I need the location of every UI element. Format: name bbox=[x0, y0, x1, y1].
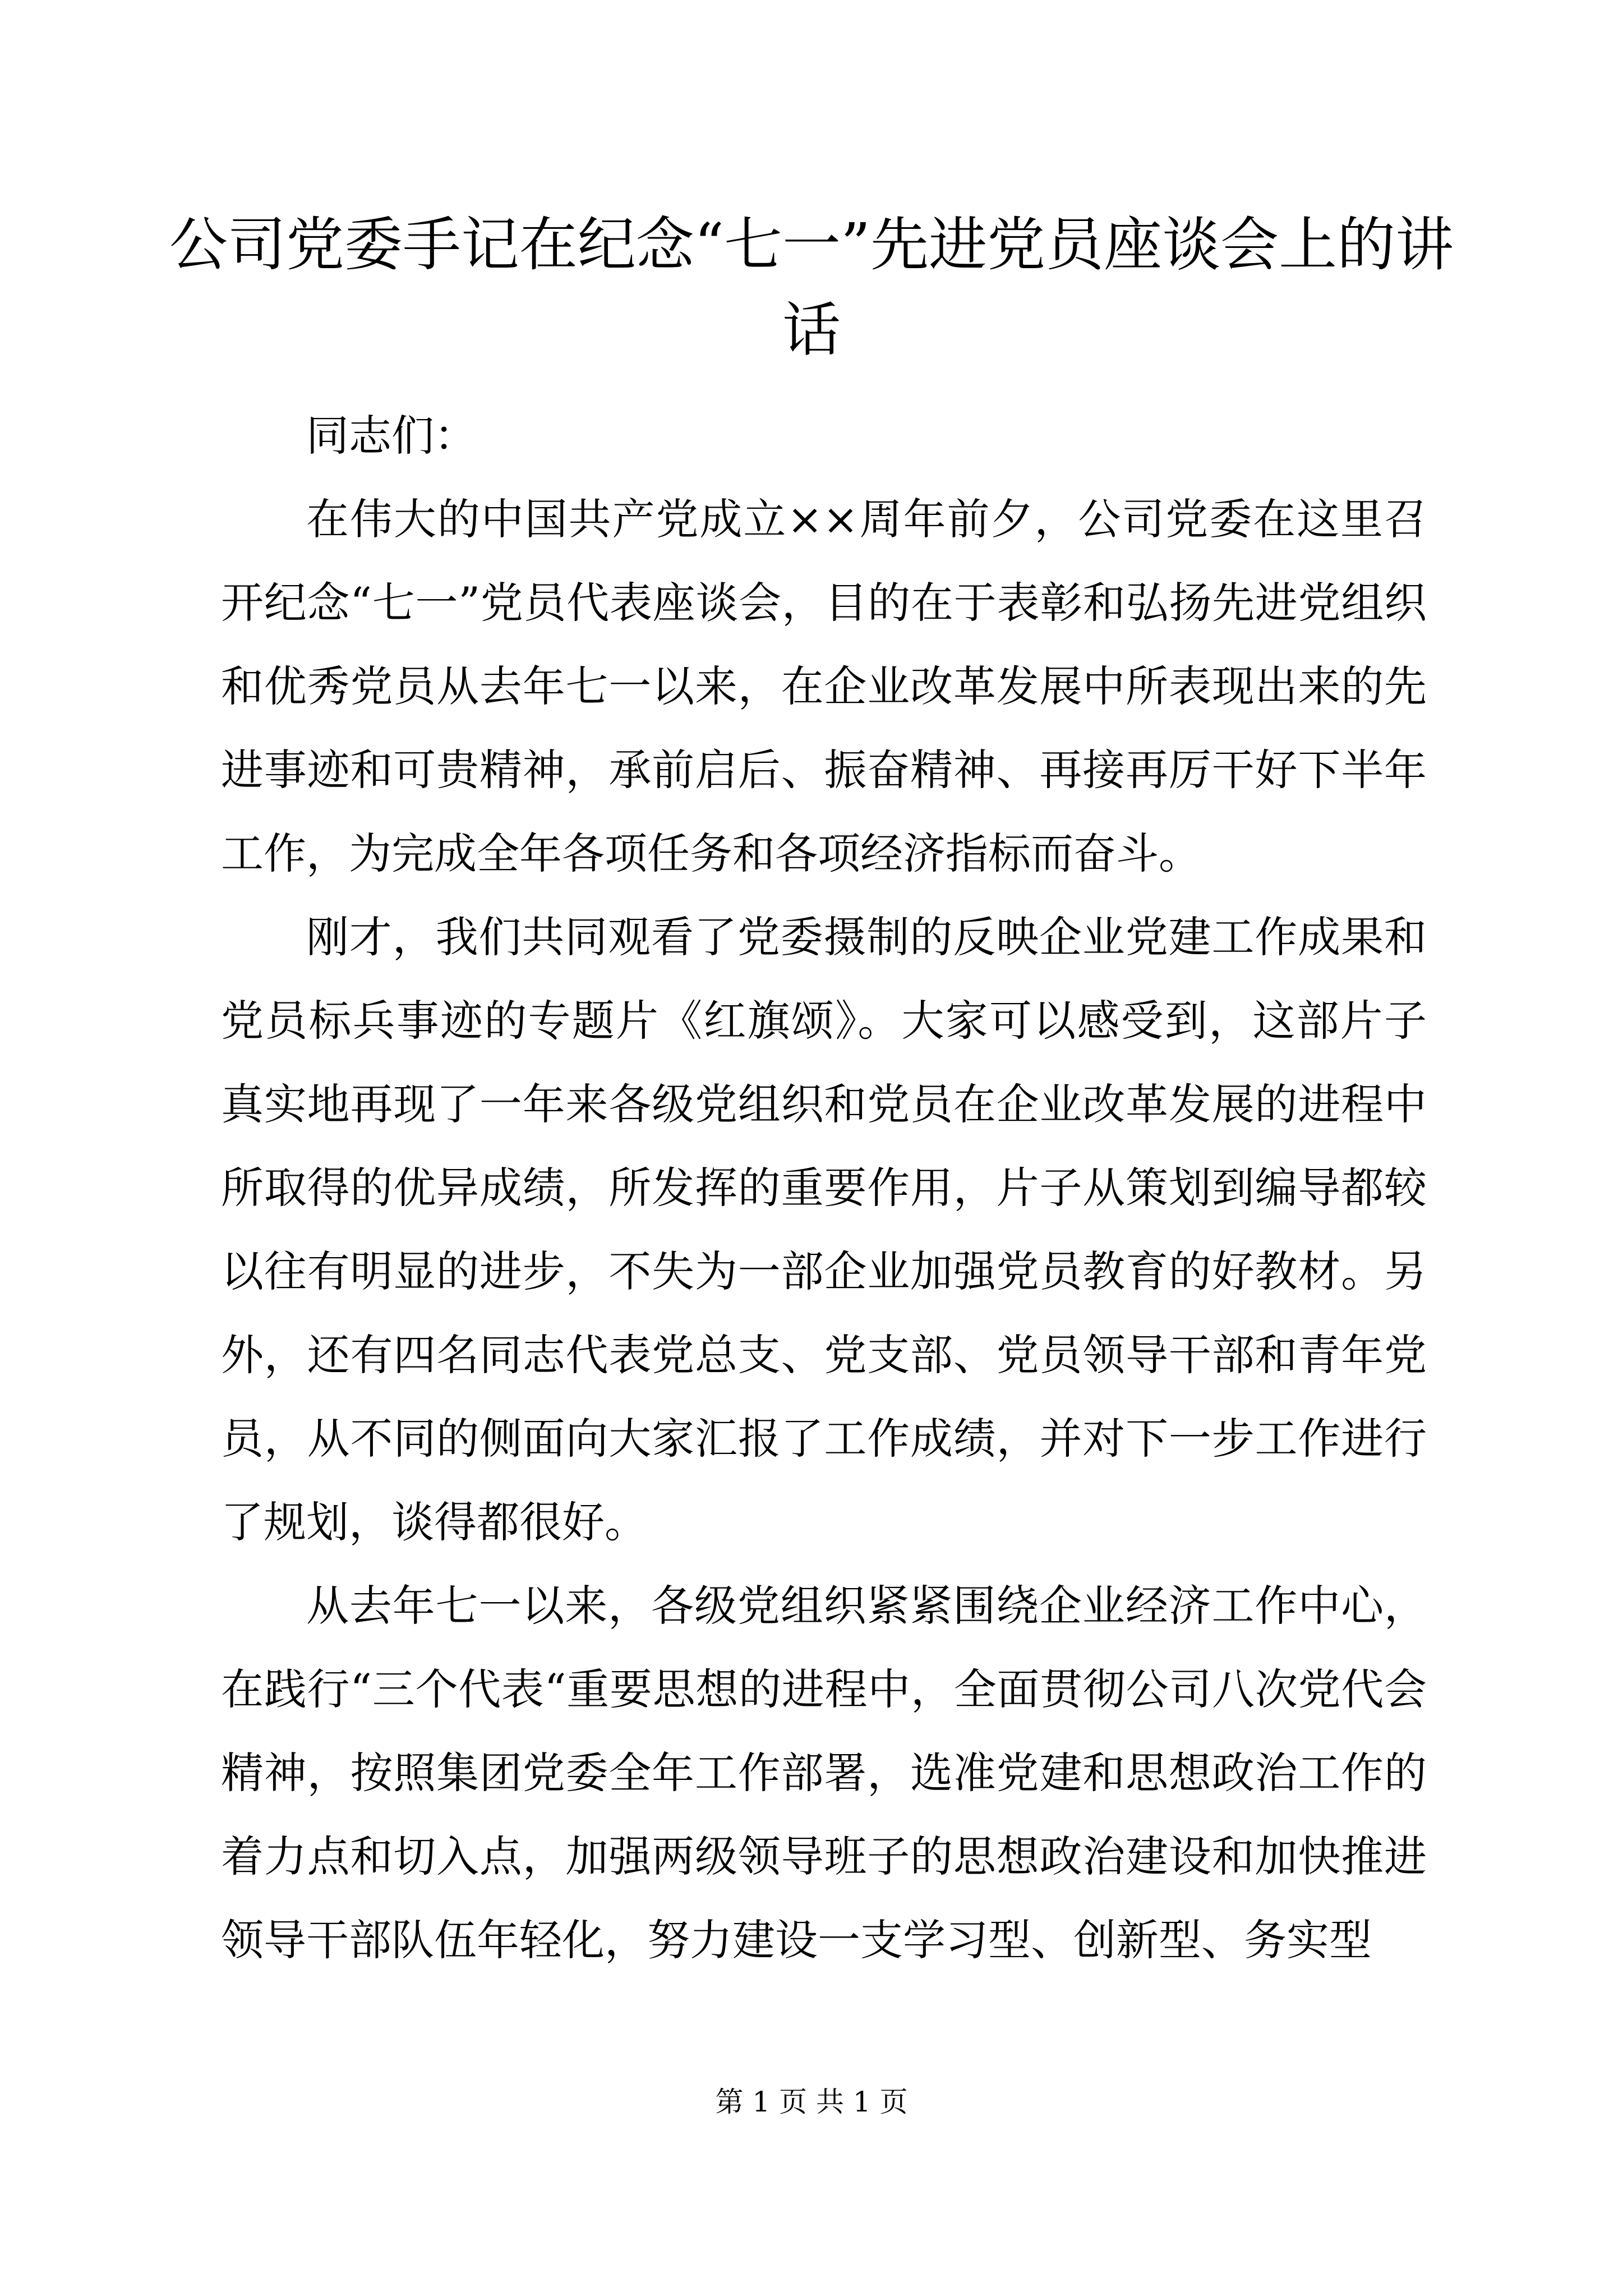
paragraph-1: 在伟大的中国共产党成立××周年前夕，公司党委在这里召开纪念“七一”党员代表座谈会，目的在于表彰和弘扬先进党组织和优秀党员从去年七一以来，在企业改革发展中所表现出来的先进事迹和可贵精神，承前启后、振奋精神、再接再厉干好下半年工作，为完成全年各项任务和各项经济指标而奋斗。 bbox=[221, 494, 1427, 878]
page-footer: 第 1 页 共 1 页 bbox=[715, 2086, 908, 2118]
salutation: 同志们： bbox=[306, 411, 477, 461]
document-body bbox=[221, 394, 1427, 1982]
paragraph-3: 从去年七一以来，各级党组织紧紧围绕企业经济工作中心，在践行“三个代表“重要思想的进程中，全面贯彻公司八次党代会精神，按照集团党委全年工作部署，选准党建和思想政治工作的着力点和切入点，加强两级领导班子的思想政治建设和加快推进领导干部队伍年轻化，努力建设一支学习型、创新型、务实型 bbox=[221, 1581, 1427, 1965]
paragraph-2: 刚才，我们共同观看了党委摄制的反映企业党建工作成果和党员标兵事迹的专题片《红旗颂》。大家可以感受到，这部片子真实地再现了一年来各级党组织和党员在企业改革发展的进程中所取得的优异成绩，所发挥的重要作用，片子从策划到编导都较以往有明显的进步，不失为一部企业加强党员教育的好教材。另外，还有四名同志代表党总支、党支部、党员领导干部和青年党员，从不同的侧面向大家汇报了工作成绩，并对下一步工作进行了规划，谈得都很好。 bbox=[221, 912, 1427, 1547]
document-title: 公司党委手记在纪念“七一”先进党员座谈会上的讲话 bbox=[169, 210, 1454, 364]
